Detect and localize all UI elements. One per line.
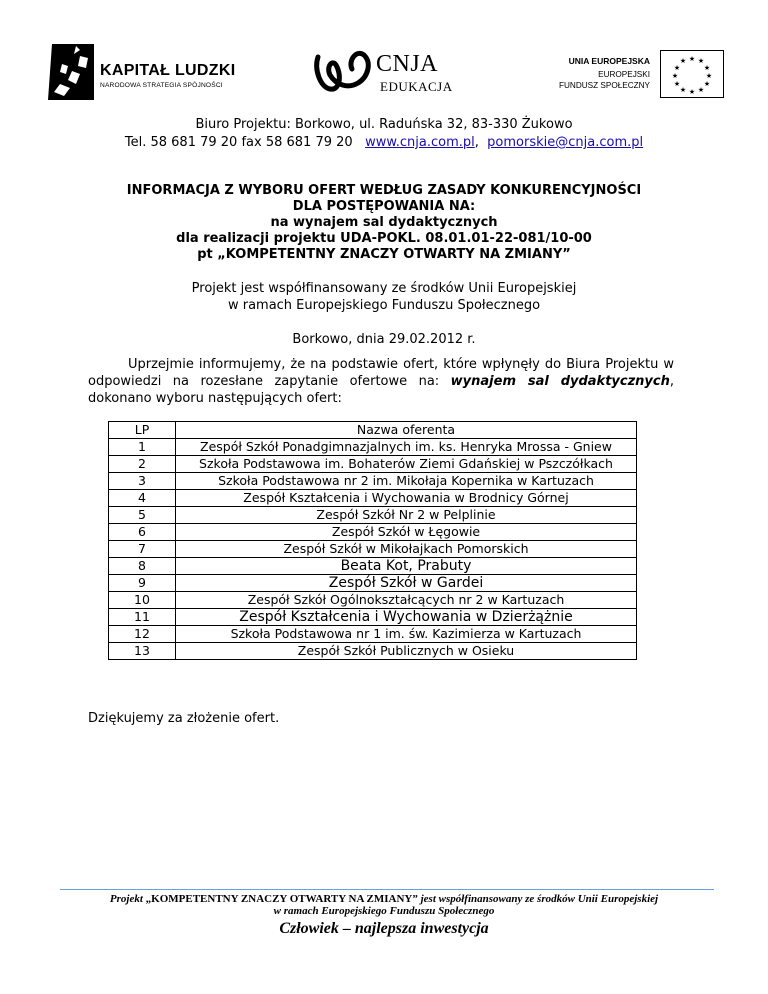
cofinance-line-2: w ramach Europejskiego Funduszu Społecznego bbox=[227, 298, 541, 313]
svg-text:★: ★ bbox=[688, 88, 696, 96]
row-lp: 4 bbox=[109, 490, 176, 507]
date-line: Borkowo, dnia 29.02.2012 r. bbox=[292, 332, 476, 347]
table-row bbox=[109, 490, 637, 507]
row-lp: 9 bbox=[109, 575, 176, 592]
heading-line-4: dla realizacji projektu UDA-POKL. 08.01.01-22-081/10-00 bbox=[176, 231, 592, 246]
intro-text-emphasis: wynajem sal dydaktycznych bbox=[450, 374, 670, 389]
row-name: Beata Kot, Prabuty bbox=[176, 558, 637, 575]
table-row bbox=[109, 626, 637, 643]
table-row bbox=[109, 643, 637, 660]
heading-line-3: na wynajem sal dydaktycznych bbox=[270, 215, 498, 230]
heading-line-5: pt „KOMPETENTNY ZNACZY OTWARTY NA ZMIANY” bbox=[197, 247, 571, 262]
row-lp: 7 bbox=[109, 541, 176, 558]
intro-text-before: Uprzejmie informujemy, że na podstawie ofert, które wpłynęły do Biura Projektu w odpowiedzi na rozesłane zapytanie ofertowe na: bbox=[88, 357, 674, 389]
table-row bbox=[109, 541, 637, 558]
svg-text:★: ★ bbox=[697, 57, 705, 65]
eu-fund-line1: EUROPEJSKI bbox=[598, 70, 650, 79]
svg-text:★: ★ bbox=[688, 55, 696, 63]
svg-text:★: ★ bbox=[697, 86, 705, 94]
cofinance-note bbox=[0, 280, 768, 314]
table-header-row bbox=[109, 422, 637, 439]
offers-table bbox=[108, 421, 637, 660]
thanks-note: Dziękujemy za złożenie ofert. bbox=[88, 711, 280, 726]
document-heading bbox=[0, 183, 768, 263]
footer-prefix: Projekt bbox=[109, 893, 146, 905]
row-lp: 13 bbox=[109, 643, 176, 660]
table-row bbox=[109, 524, 637, 541]
intro-paragraph bbox=[88, 356, 674, 407]
cnja-subtitle: EDUKACJA bbox=[380, 79, 453, 94]
row-name: Zespół Kształcenia i Wychowania w Brodnicy Górnej bbox=[176, 490, 637, 507]
eu-logo bbox=[560, 44, 730, 100]
row-name: Szkoła Podstawowa nr 2 im. Mikołaja Kopernika w Kartuzach bbox=[176, 473, 637, 490]
office-contact: Tel. 58 681 79 20 fax 58 681 79 20 www.cnja.com.pl, pomorskie@cnja.com.pl bbox=[124, 135, 644, 150]
cofinance-line-1: Projekt jest współfinansowany ze środków Unii Europejskiej bbox=[191, 281, 577, 296]
eu-flag-icon bbox=[660, 50, 724, 98]
table-row bbox=[109, 473, 637, 490]
header-name: Nazwa oferenta bbox=[176, 422, 637, 439]
office-phone-fax: Tel. 58 681 79 20 fax 58 681 79 20 bbox=[124, 135, 353, 150]
table-row bbox=[109, 456, 637, 473]
row-name: Zespół Kształcenia i Wychowania w Dzierżążnie bbox=[176, 609, 637, 626]
svg-text:★: ★ bbox=[703, 64, 711, 72]
intro-text bbox=[88, 356, 674, 407]
website-link[interactable]: www.cnja.com.pl bbox=[365, 135, 475, 150]
heading-line-2: DLA POSTĘPOWANIA NA: bbox=[292, 199, 476, 214]
table-row bbox=[109, 592, 637, 609]
svg-text:★: ★ bbox=[679, 86, 687, 94]
kapital-ludzki-emblem-icon bbox=[48, 44, 94, 100]
row-lp: 2 bbox=[109, 456, 176, 473]
kapital-ludzki-title: KAPITAŁ LUDZKI bbox=[100, 62, 236, 79]
office-address: Biuro Projektu: Borkowo, ul. Raduńska 32, 83-330 Żukowo bbox=[195, 117, 573, 132]
footer-suffix: jest współfinansowany ze środków Unii Europejskiej bbox=[417, 893, 659, 905]
table-row bbox=[109, 558, 637, 575]
footer-line-1 bbox=[0, 893, 768, 905]
row-name: Szkoła Podstawowa im. Bohaterów Ziemi Gdańskiej w Pszczółkach bbox=[176, 456, 637, 473]
table-row bbox=[109, 575, 637, 592]
row-lp: 5 bbox=[109, 507, 176, 524]
row-lp: 10 bbox=[109, 592, 176, 609]
svg-text:★: ★ bbox=[705, 72, 713, 80]
row-name: Zespół Szkół Ponadgimnazjalnych im. ks. Henryka Mrossa - Gniew bbox=[176, 439, 637, 456]
table-row bbox=[109, 507, 637, 524]
table-row bbox=[109, 609, 637, 626]
footer bbox=[0, 893, 768, 938]
row-lp: 8 bbox=[109, 558, 176, 575]
row-name: Zespół Szkół Nr 2 w Pelplinie bbox=[176, 507, 637, 524]
row-name: Zespół Szkół w Łęgowie bbox=[176, 524, 637, 541]
svg-text:★: ★ bbox=[673, 64, 681, 72]
cnja-logo bbox=[312, 45, 482, 97]
row-name: Zespół Szkół w Mikołajkach Pomorskich bbox=[176, 541, 637, 558]
footer-divider bbox=[60, 889, 714, 890]
svg-text:★: ★ bbox=[679, 57, 687, 65]
eu-fund-line2: FUNDUSZ SPOŁECZNY bbox=[559, 81, 650, 90]
row-lp: 12 bbox=[109, 626, 176, 643]
kapital-ludzki-logo bbox=[48, 44, 248, 100]
kapital-ludzki-subtitle: NARODOWA STRATEGIA SPÓJNOŚCI bbox=[100, 82, 223, 89]
footer-line-2: w ramach Europejskiego Funduszu Społecznego bbox=[273, 905, 495, 917]
row-lp: 11 bbox=[109, 609, 176, 626]
footer-project-name: „KOMPETENTNY ZNACZY OTWARTY NA ZMIANY” bbox=[145, 893, 418, 905]
row-name: Zespół Szkół Ogólnokształcących nr 2 w Kartuzach bbox=[176, 592, 637, 609]
row-lp: 6 bbox=[109, 524, 176, 541]
email-link[interactable]: pomorskie@cnja.com.pl bbox=[487, 135, 644, 150]
footer-slogan: Człowiek – najlepsza inwestycja bbox=[279, 920, 489, 937]
row-lp: 1 bbox=[109, 439, 176, 456]
row-lp: 3 bbox=[109, 473, 176, 490]
table-row bbox=[109, 439, 637, 456]
cnja-name: CNJA bbox=[376, 51, 439, 77]
row-name: Zespół Szkół Publicznych w Osieku bbox=[176, 643, 637, 660]
row-name: Zespół Szkół w Gardei bbox=[176, 575, 637, 592]
svg-text:★: ★ bbox=[671, 72, 679, 80]
row-name: Szkoła Podstawowa nr 1 im. św. Kazimierza w Kartuzach bbox=[176, 626, 637, 643]
eu-title: UNIA EUROPEJSKA bbox=[568, 56, 650, 66]
heading-line-1: INFORMACJA Z WYBORU OFERT WEDŁUG ZASADY KONKURENCYJNOŚCI bbox=[126, 183, 642, 198]
cnja-swirl-icon bbox=[312, 45, 376, 95]
intro-text-after: , dokonano wyboru następujących ofert: bbox=[88, 374, 674, 406]
svg-text:★: ★ bbox=[703, 80, 711, 88]
svg-text:★: ★ bbox=[673, 80, 681, 88]
header-lp: LP bbox=[109, 422, 176, 439]
